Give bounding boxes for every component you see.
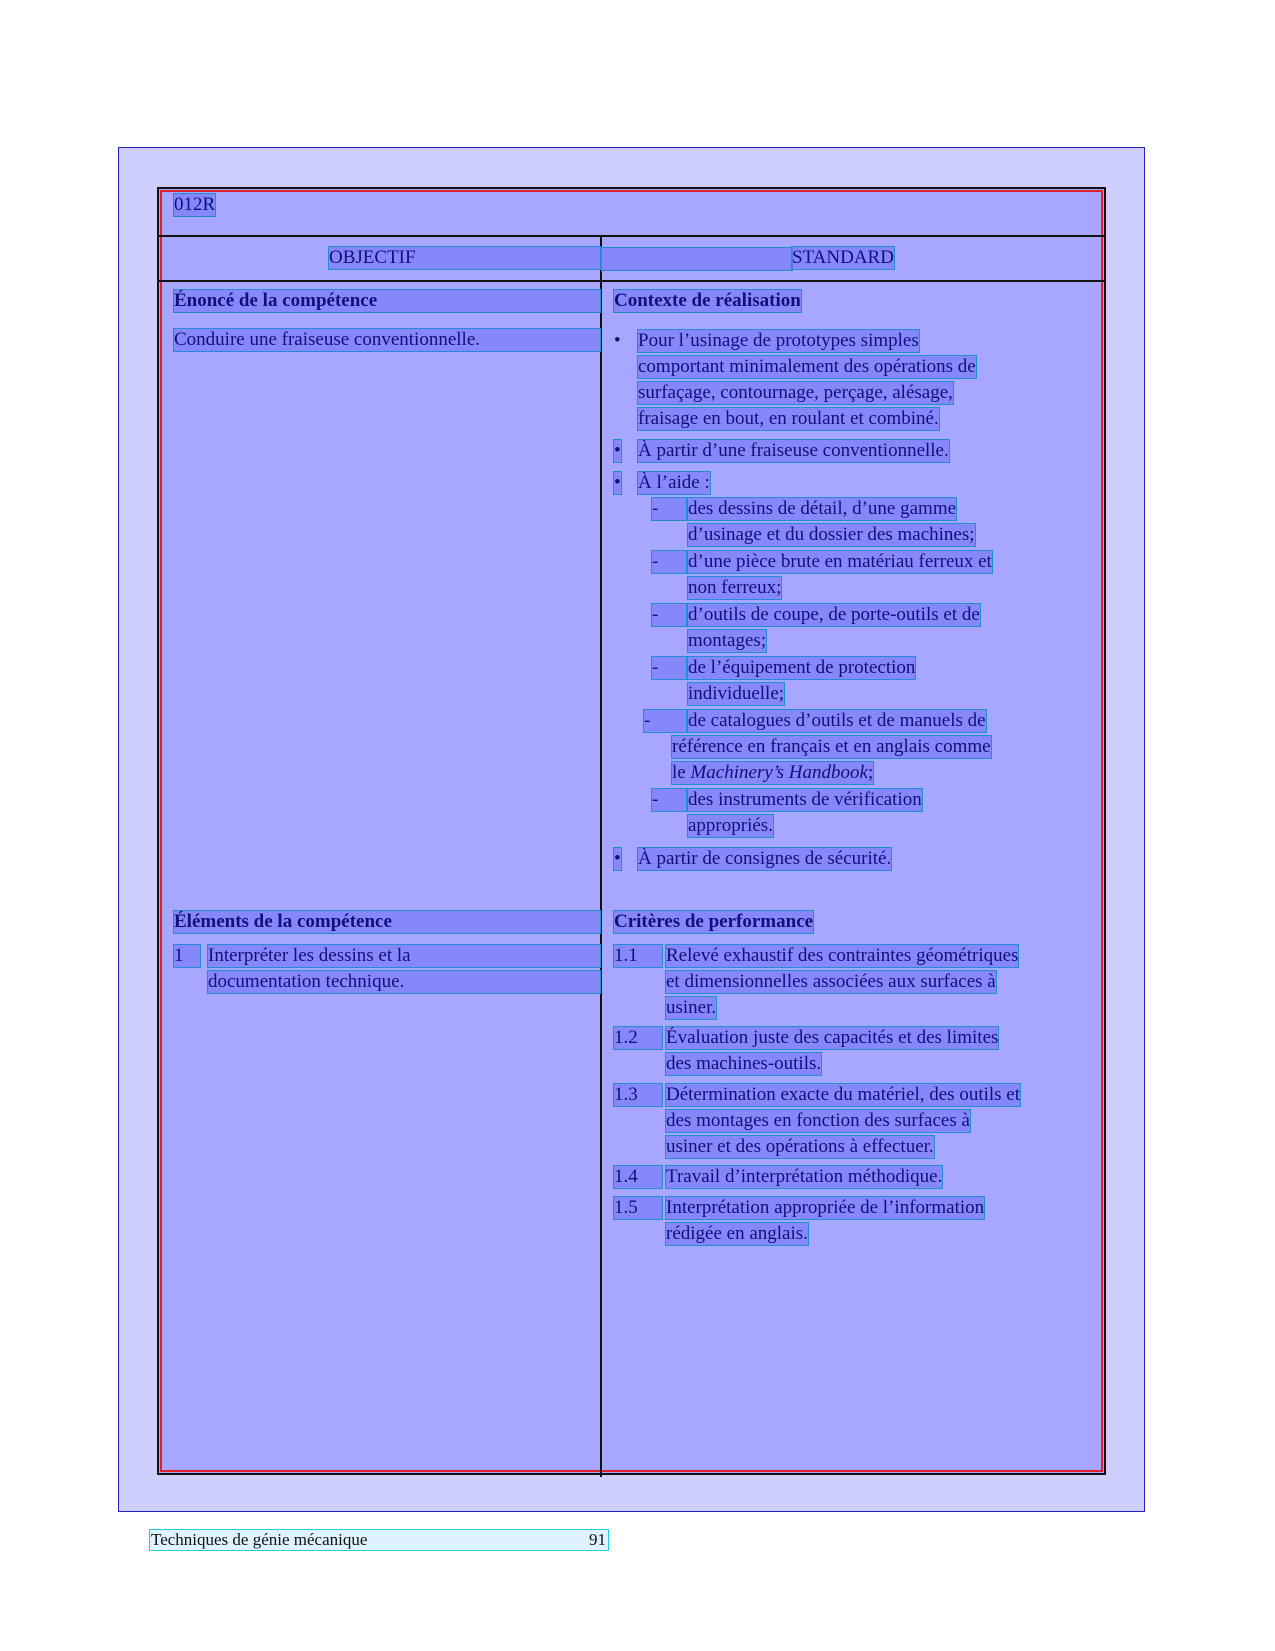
contexte-bullet4: À partir de consignes de sécurité. — [638, 848, 892, 869]
column-divider — [600, 237, 602, 1477]
contexte-bullet3: À l’aide : — [638, 472, 710, 493]
contexte-heading: Contexte de réalisation — [614, 290, 801, 311]
contexte-sub4-line: de l’équipement de protection — [688, 657, 916, 678]
contexte-sub3-line: d’outils de coupe, de porte-outils et de — [688, 604, 980, 625]
sub5-end: ; — [867, 762, 874, 783]
criterion-line: Travail d’interprétation méthodique. — [666, 1166, 943, 1187]
header-objectif: OBJECTIF — [329, 247, 600, 269]
sub5-le: le — [672, 762, 686, 783]
contexte-bullet2: À partir d’une fraiseuse conventionnelle. — [638, 440, 949, 461]
table-highlight-frame — [160, 190, 1103, 1472]
criterion-number: 1.1 — [614, 945, 662, 967]
dash-marker: - — [644, 710, 686, 732]
criterion-line: usiner et des opérations à effectuer. — [666, 1136, 934, 1157]
rule-under-code — [159, 235, 1104, 237]
contexte-sub5-line: de catalogues d’outils et de manuels de — [688, 710, 986, 731]
criterion-line: et dimensionnelles associées aux surfaces à — [666, 971, 996, 992]
contexte-sub2-line: non ferreux; — [688, 577, 782, 598]
element-number: 1 — [174, 945, 200, 967]
header-connector — [602, 248, 792, 270]
bullet-marker: • — [614, 472, 621, 493]
elements-heading: Éléments de la compétence — [174, 911, 600, 933]
dash-marker: - — [652, 604, 686, 626]
contexte-sub3-line: montages; — [688, 630, 767, 651]
criterion-line: Interprétation appropriée de l’information — [666, 1197, 985, 1218]
contexte-sub1-line: des dessins de détail, d’une gamme — [688, 498, 957, 519]
dash-marker: - — [652, 498, 686, 520]
criterion-line: des montages en fonction des surfaces à — [666, 1110, 970, 1131]
criterion-number: 1.2 — [614, 1027, 662, 1049]
criterion-line: usiner. — [666, 997, 717, 1018]
criterion-number: 1.5 — [614, 1197, 662, 1219]
contexte-bullet1-line: Pour l’usinage de prototypes simples — [638, 330, 919, 351]
criteres-heading: Critères de performance — [614, 911, 814, 932]
criterion-line: rédigée en anglais. — [666, 1223, 808, 1244]
rule-under-header — [159, 280, 1104, 282]
page-footer — [150, 1530, 608, 1550]
contexte-bullet1-line: surfaçage, contournage, perçage, alésage, — [638, 382, 953, 403]
criterion-number: 1.4 — [614, 1166, 662, 1188]
contexte-sub4-line: individuelle; — [688, 683, 785, 704]
criterion-number: 1.3 — [614, 1084, 662, 1106]
contexte-sub6-line: des instruments de vérification — [688, 789, 922, 810]
bullet-marker: • — [614, 848, 621, 869]
machinerys-handbook-title: Machinery’s Handbook — [690, 762, 868, 783]
header-standard: STANDARD — [792, 247, 894, 268]
contexte-bullet1-line: fraisage en bout, en roulant et combiné. — [638, 408, 939, 429]
footer-title: Techniques de génie mécanique — [151, 1530, 368, 1549]
criterion-line: Évaluation juste des capacités et des limites — [666, 1027, 999, 1048]
element-line: documentation technique. — [208, 971, 600, 993]
dash-marker: - — [652, 789, 686, 811]
criterion-line: des machines-outils. — [666, 1053, 822, 1074]
contexte-sub6-line: appropriés. — [688, 815, 773, 836]
bullet-marker: • — [614, 330, 621, 351]
bullet-marker: • — [614, 440, 621, 461]
contexte-sub2-line: d’une pièce brute en matériau ferreux et — [688, 551, 992, 572]
competency-code: 012R — [174, 194, 216, 215]
element-line: Interpréter les dessins et la — [208, 945, 600, 967]
dash-marker: - — [652, 657, 686, 679]
enonce-text: Conduire une fraiseuse conventionnelle. — [174, 329, 600, 351]
page-number: 91 — [589, 1530, 606, 1549]
contexte-sub5-line: référence en français et en anglais comme — [672, 736, 991, 757]
criterion-line: Détermination exacte du matériel, des outils et — [666, 1084, 1021, 1105]
dash-marker: - — [652, 551, 686, 573]
enonce-heading: Énoncé de la compétence — [174, 290, 600, 312]
contexte-sub5-line3 — [672, 762, 873, 784]
criterion-line: Relevé exhaustif des contraintes géométriques — [666, 945, 1019, 966]
contexte-bullet1-line: comportant minimalement des opérations de — [638, 356, 976, 377]
contexte-sub1-line: d’usinage et du dossier des machines; — [688, 524, 975, 545]
